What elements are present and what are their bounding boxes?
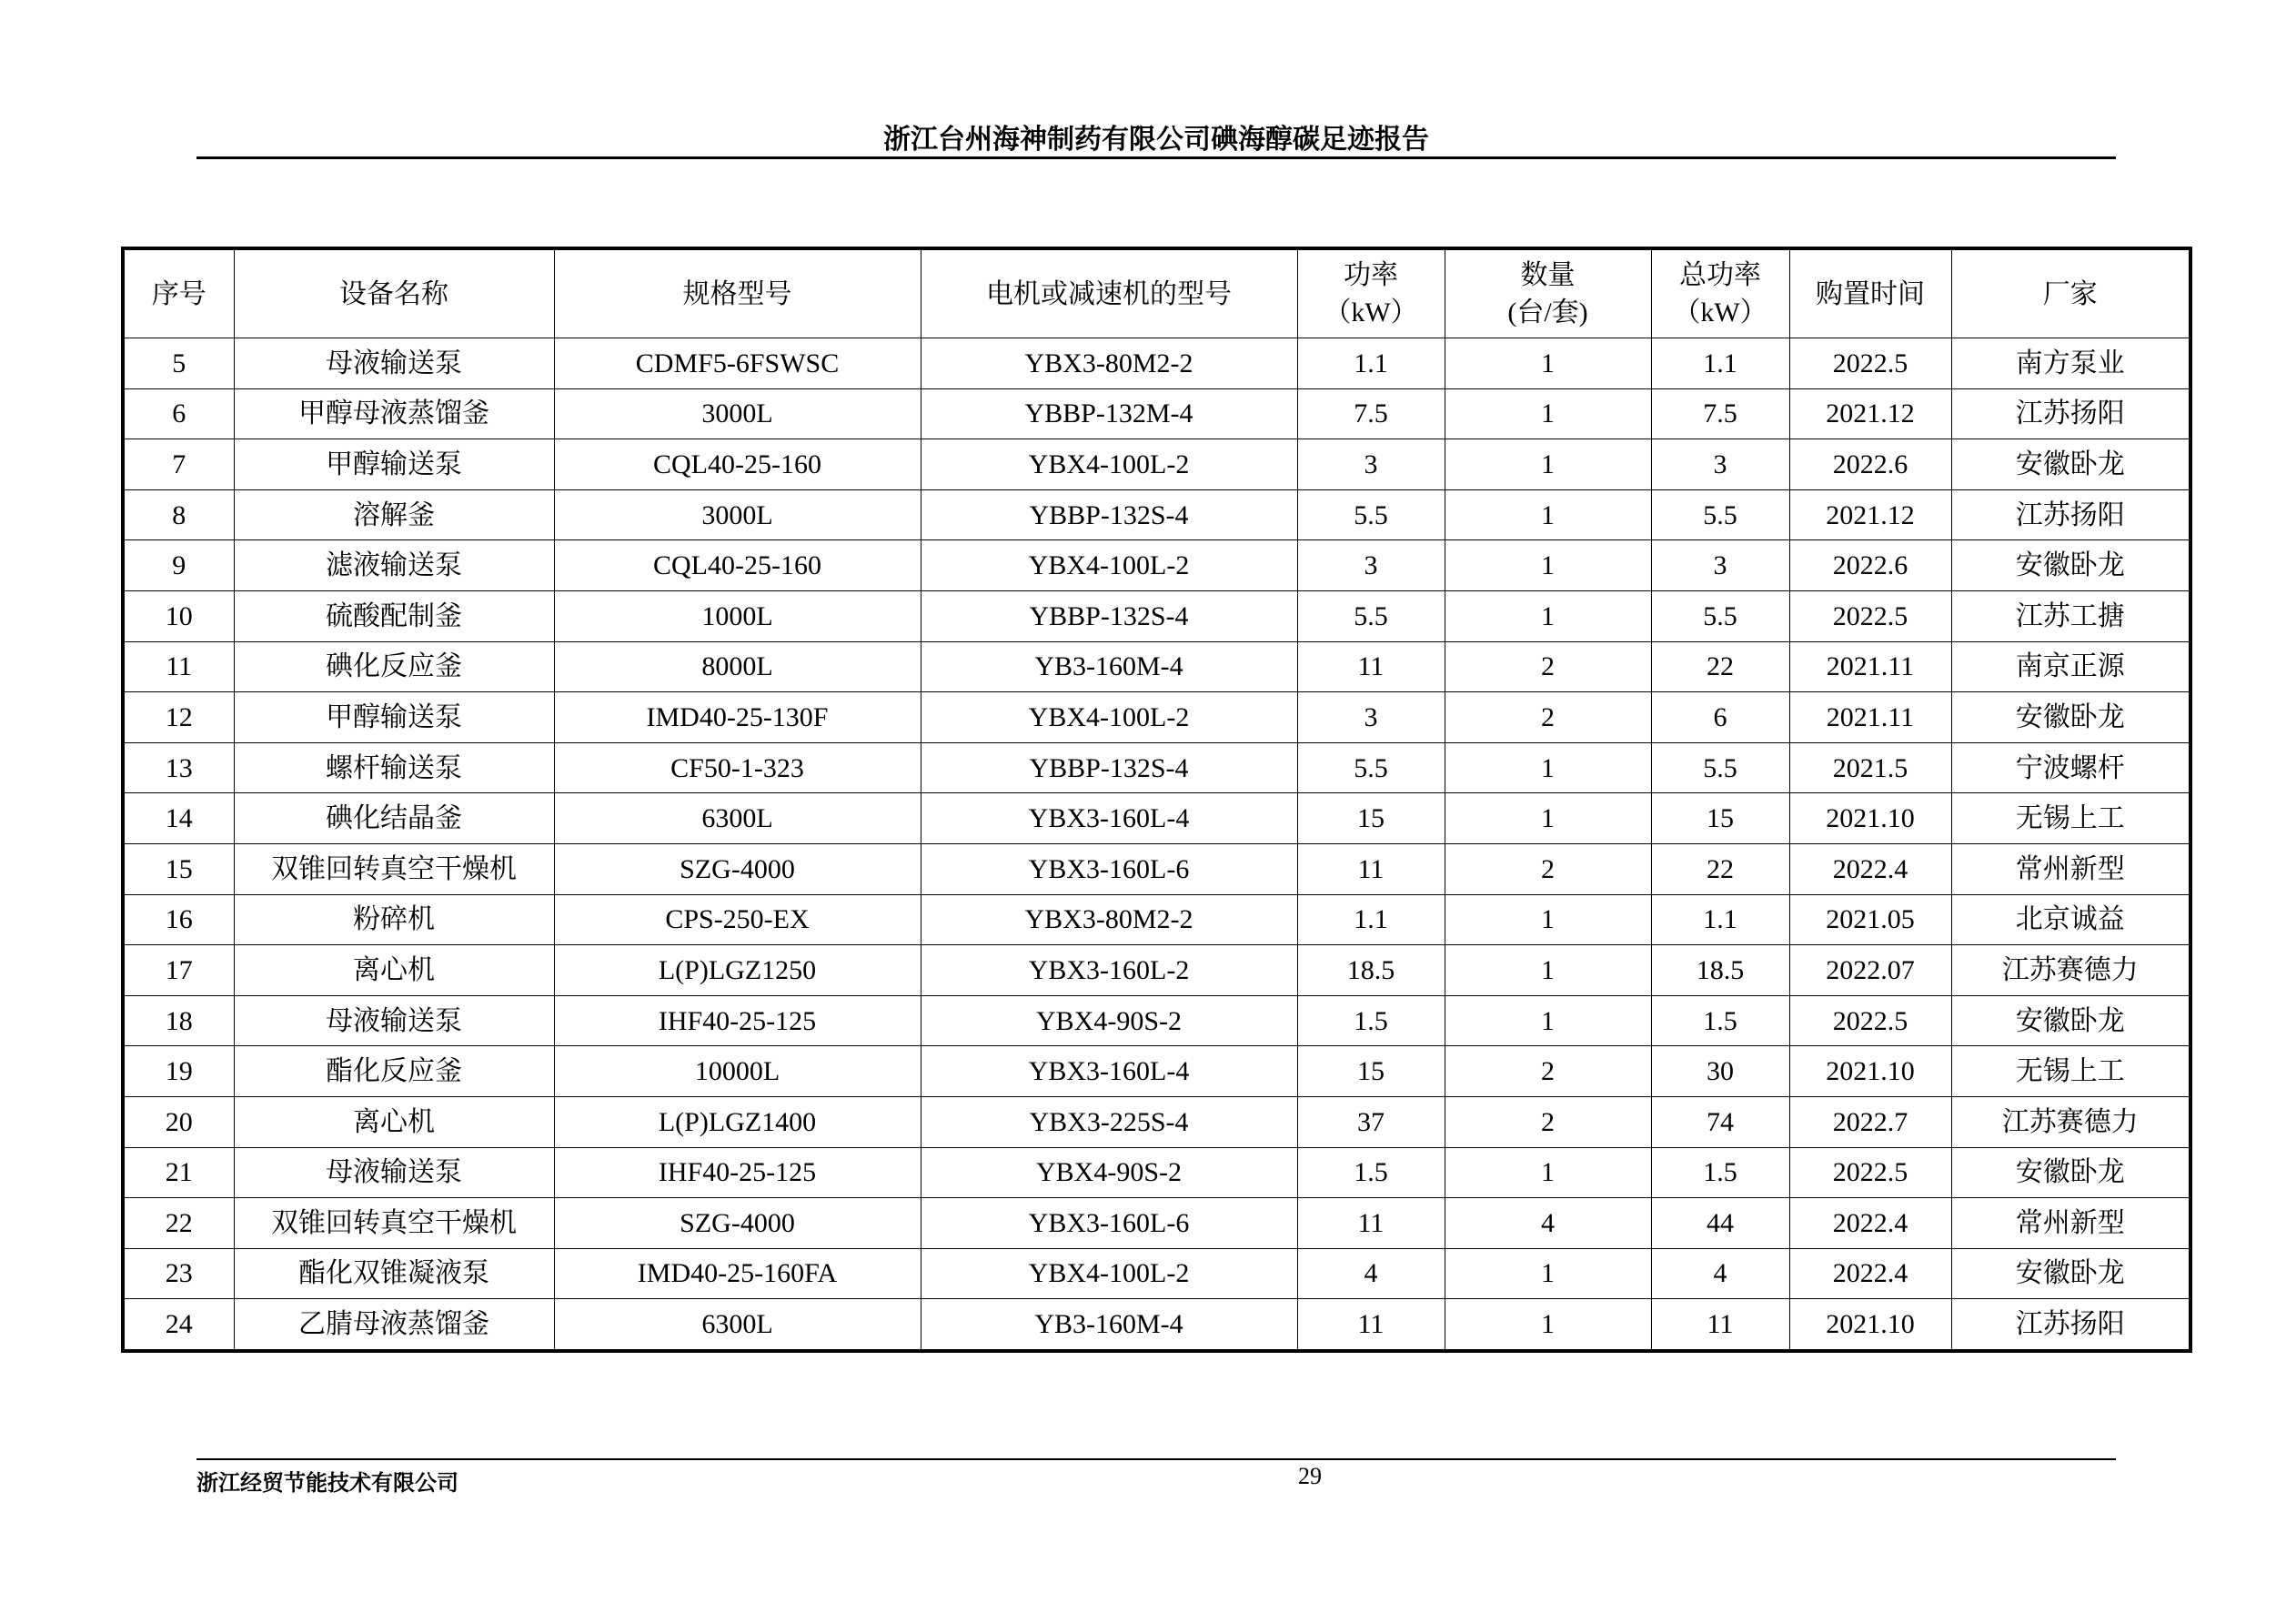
table-cell: 1 (1445, 489, 1651, 540)
column-header-label: 设备名称 (339, 278, 448, 309)
table-cell: 22 (1651, 843, 1789, 894)
table-header-row (123, 248, 2190, 338)
table-row (123, 1046, 2190, 1097)
table-cell: 酯化双锥凝液泵 (234, 1248, 554, 1299)
table-cell: 1000L (554, 590, 921, 641)
table-cell: CDMF5-6FSWSC (554, 338, 921, 389)
column-header-label: 厂家 (2042, 278, 2098, 309)
table-cell: YBX4-90S-2 (921, 1147, 1297, 1198)
table-cell: 1 (1445, 793, 1651, 844)
table-cell: 2 (1445, 843, 1651, 894)
column-header (1789, 248, 1951, 338)
table-row (123, 1147, 2190, 1198)
table-cell: 4 (1297, 1248, 1445, 1299)
table-cell: YBX3-80M2-2 (921, 894, 1297, 945)
table-cell: 5.5 (1297, 590, 1445, 641)
table-cell: 1.1 (1651, 338, 1789, 389)
table-cell: 1 (1445, 1147, 1651, 1198)
table-cell: 19 (123, 1046, 234, 1097)
table-cell: 30 (1651, 1046, 1789, 1097)
table-cell: 11 (1297, 1198, 1445, 1249)
column-header-label: 购置时间 (1816, 278, 1925, 309)
table-row (123, 793, 2190, 844)
table-cell: 10 (123, 590, 234, 641)
table-cell: 溶解釜 (234, 489, 554, 540)
table-cell: CPS-250-EX (554, 894, 921, 945)
column-header-label: 总功率 (1679, 260, 1761, 290)
table-cell: 11 (1297, 843, 1445, 894)
table-cell: 16 (123, 894, 234, 945)
table-cell: 7.5 (1651, 388, 1789, 439)
table-cell: 18.5 (1651, 945, 1789, 996)
table-row (123, 540, 2190, 591)
table-cell: 1.5 (1651, 995, 1789, 1046)
table-row (123, 1248, 2190, 1299)
table-cell: 11 (1297, 1299, 1445, 1351)
table-row (123, 1198, 2190, 1249)
table-cell: YBX4-90S-2 (921, 995, 1297, 1046)
table-cell: 7.5 (1297, 388, 1445, 439)
table-cell: 1.5 (1297, 995, 1445, 1046)
table-row (123, 439, 2190, 490)
column-header-label: 规格型号 (682, 278, 792, 309)
table-cell: YBX3-80M2-2 (921, 338, 1297, 389)
table-cell: 74 (1651, 1096, 1789, 1147)
table-cell: 2021.10 (1789, 793, 1951, 844)
table-cell: 北京诚益 (1951, 894, 2190, 945)
table-cell: 20 (123, 1096, 234, 1147)
table-row (123, 338, 2190, 389)
footer-company-name: 浙江经贸节能技术有限公司 (196, 1470, 458, 1496)
table-cell: 22 (1651, 641, 1789, 692)
table-cell: 甲醇母液蒸馏釜 (234, 388, 554, 439)
table-cell: 母液输送泵 (234, 1147, 554, 1198)
table-cell: 11 (1651, 1299, 1789, 1351)
table-cell: YBX4-100L-2 (921, 1248, 1297, 1299)
table-cell: 2022.6 (1789, 439, 1951, 490)
table-cell: YBBP-132S-4 (921, 590, 1297, 641)
table-cell: 1.5 (1651, 1147, 1789, 1198)
table-cell: 2 (1445, 1096, 1651, 1147)
table-cell: 3000L (554, 489, 921, 540)
table-cell: 常州新型 (1951, 843, 2190, 894)
column-header-label: 电机或减速机的型号 (986, 278, 1232, 309)
table-cell: YBX3-160L-4 (921, 793, 1297, 844)
table-cell: 15 (1651, 793, 1789, 844)
table-cell: YBX3-160L-6 (921, 843, 1297, 894)
table-cell: 螺杆输送泵 (234, 742, 554, 793)
table-cell: 酯化反应釜 (234, 1046, 554, 1097)
column-header-label: 序号 (151, 278, 206, 309)
table-row (123, 995, 2190, 1046)
table-cell: 1 (1445, 1248, 1651, 1299)
table-cell: 2022.4 (1789, 843, 1951, 894)
table-cell: 甲醇输送泵 (234, 692, 554, 743)
table-cell: 15 (123, 843, 234, 894)
table-cell: 2021.05 (1789, 894, 1951, 945)
table-cell: 安徽卧龙 (1951, 540, 2190, 591)
table-cell: 乙腈母液蒸馏釜 (234, 1299, 554, 1351)
table-cell: 安徽卧龙 (1951, 1147, 2190, 1198)
table-cell: 2022.5 (1789, 590, 1951, 641)
table-cell: 1 (1445, 590, 1651, 641)
table-cell: 双锥回转真空干燥机 (234, 1198, 554, 1249)
table-cell: 4 (1651, 1248, 1789, 1299)
table-cell: 18 (123, 995, 234, 1046)
table-cell: 离心机 (234, 945, 554, 996)
table-cell: 1 (1445, 894, 1651, 945)
table-cell: CQL40-25-160 (554, 540, 921, 591)
table-cell: IHF40-25-125 (554, 1147, 921, 1198)
table-cell: 2021.10 (1789, 1299, 1951, 1351)
table-cell: 3 (1651, 540, 1789, 591)
table-cell: 1 (1445, 540, 1651, 591)
table-cell: 硫酸配制釜 (234, 590, 554, 641)
column-header-unit: （kW） (1673, 297, 1767, 328)
table-cell: 2022.7 (1789, 1096, 1951, 1147)
table-cell: CF50-1-323 (554, 742, 921, 793)
table-cell: 23 (123, 1248, 234, 1299)
column-header (1951, 248, 2190, 338)
page-number: 29 (1298, 1463, 1322, 1489)
table-cell: 江苏工搪 (1951, 590, 2190, 641)
table-cell: 离心机 (234, 1096, 554, 1147)
column-header-label: 功率 (1344, 260, 1398, 290)
table-row (123, 692, 2190, 743)
column-header (1445, 248, 1651, 338)
table-cell: 1 (1445, 945, 1651, 996)
table-cell: 1 (1445, 388, 1651, 439)
page-header-title: 浙江台州海神制药有限公司碘海醇碳足迹报告 (883, 124, 1429, 156)
table-cell: 8000L (554, 641, 921, 692)
table-cell: 13 (123, 742, 234, 793)
table-cell: IMD40-25-130F (554, 692, 921, 743)
table-cell: 8 (123, 489, 234, 540)
table-cell: 2022.4 (1789, 1248, 1951, 1299)
table-cell: 2021.12 (1789, 489, 1951, 540)
table-cell: YBBP-132S-4 (921, 742, 1297, 793)
table-cell: 1 (1445, 995, 1651, 1046)
column-header (1651, 248, 1789, 338)
table-cell: YBBP-132S-4 (921, 489, 1297, 540)
table-cell: 碘化结晶釜 (234, 793, 554, 844)
table-cell: 6300L (554, 1299, 921, 1351)
table-cell: 3 (1651, 439, 1789, 490)
table-cell: 14 (123, 793, 234, 844)
table-cell: 1.1 (1651, 894, 1789, 945)
table-cell: 21 (123, 1147, 234, 1198)
table-cell: 15 (1297, 793, 1445, 844)
table-cell: 1 (1445, 1299, 1651, 1351)
table-cell: 3000L (554, 388, 921, 439)
table-cell: YB3-160M-4 (921, 1299, 1297, 1351)
table-cell: IMD40-25-160FA (554, 1248, 921, 1299)
table-cell: 44 (1651, 1198, 1789, 1249)
table-row (123, 489, 2190, 540)
table-cell: 3 (1297, 540, 1445, 591)
column-header (1297, 248, 1445, 338)
table-row (123, 1096, 2190, 1147)
table-cell: 2022.5 (1789, 995, 1951, 1046)
table-cell: 2022.5 (1789, 338, 1951, 389)
table-row (123, 945, 2190, 996)
table-cell: 安徽卧龙 (1951, 995, 2190, 1046)
table-row (123, 894, 2190, 945)
table-cell: 2021.11 (1789, 692, 1951, 743)
table-cell: YBX3-160L-2 (921, 945, 1297, 996)
table-cell: 7 (123, 439, 234, 490)
table-cell: 1 (1445, 439, 1651, 490)
table-row (123, 388, 2190, 439)
table-cell: 2 (1445, 1046, 1651, 1097)
table-cell: YBX3-225S-4 (921, 1096, 1297, 1147)
table-cell: 无锡上工 (1951, 1046, 2190, 1097)
table-cell: 滤液输送泵 (234, 540, 554, 591)
equipment-table (121, 247, 2192, 1353)
table-cell: 南方泵业 (1951, 338, 2190, 389)
table-cell: L(P)LGZ1400 (554, 1096, 921, 1147)
table-cell: 2022.4 (1789, 1198, 1951, 1249)
table-row (123, 590, 2190, 641)
table-cell: 1.5 (1297, 1147, 1445, 1198)
footer-divider (196, 1458, 2116, 1460)
table-cell: 5.5 (1297, 489, 1445, 540)
table-cell: YBBP-132M-4 (921, 388, 1297, 439)
table-cell: 安徽卧龙 (1951, 439, 2190, 490)
table-cell: YBX4-100L-2 (921, 540, 1297, 591)
table-cell: 江苏扬阳 (1951, 489, 2190, 540)
table-cell: 9 (123, 540, 234, 591)
table-cell: 2 (1445, 692, 1651, 743)
table-cell: 安徽卧龙 (1951, 1248, 2190, 1299)
table-cell: 2 (1445, 641, 1651, 692)
table-cell: 江苏扬阳 (1951, 1299, 2190, 1351)
table-cell: 江苏赛德力 (1951, 945, 2190, 996)
table-cell: 4 (1445, 1198, 1651, 1249)
column-header (123, 248, 234, 338)
equipment-table-container (121, 247, 2189, 1353)
table-cell: 11 (123, 641, 234, 692)
table-cell: 5.5 (1651, 742, 1789, 793)
header-divider (196, 156, 2116, 159)
table-cell: 江苏扬阳 (1951, 388, 2190, 439)
table-cell: 5.5 (1651, 590, 1789, 641)
column-header-unit: (台/套) (1507, 297, 1588, 328)
table-cell: 10000L (554, 1046, 921, 1097)
table-cell: YB3-160M-4 (921, 641, 1297, 692)
table-row (123, 1299, 2190, 1351)
table-cell: 22 (123, 1198, 234, 1249)
table-cell: 母液输送泵 (234, 338, 554, 389)
table-cell: 2022.07 (1789, 945, 1951, 996)
table-row (123, 742, 2190, 793)
table-cell: 1.1 (1297, 894, 1445, 945)
table-cell: 18.5 (1297, 945, 1445, 996)
table-cell: 2022.6 (1789, 540, 1951, 591)
table-cell: YBX3-160L-6 (921, 1198, 1297, 1249)
table-cell: 安徽卧龙 (1951, 692, 2190, 743)
table-cell: IHF40-25-125 (554, 995, 921, 1046)
table-cell: 江苏赛德力 (1951, 1096, 2190, 1147)
table-cell: 11 (1297, 641, 1445, 692)
table-body (123, 338, 2190, 1351)
table-cell: 2021.12 (1789, 388, 1951, 439)
table-cell: SZG-4000 (554, 1198, 921, 1249)
table-cell: YBX4-100L-2 (921, 692, 1297, 743)
table-cell: 6 (123, 388, 234, 439)
column-header (554, 248, 921, 338)
table-cell: CQL40-25-160 (554, 439, 921, 490)
table-cell: 5 (123, 338, 234, 389)
table-cell: 37 (1297, 1096, 1445, 1147)
table-cell: 5.5 (1297, 742, 1445, 793)
table-row (123, 641, 2190, 692)
table-cell: 甲醇输送泵 (234, 439, 554, 490)
table-cell: 24 (123, 1299, 234, 1351)
table-row (123, 843, 2190, 894)
table-cell: 母液输送泵 (234, 995, 554, 1046)
column-header (234, 248, 554, 338)
column-header (921, 248, 1297, 338)
table-cell: 宁波螺杆 (1951, 742, 2190, 793)
table-cell: YBX4-100L-2 (921, 439, 1297, 490)
table-cell: 双锥回转真空干燥机 (234, 843, 554, 894)
column-header-label: 数量 (1520, 260, 1576, 290)
table-cell: 2021.10 (1789, 1046, 1951, 1097)
table-cell: 6 (1651, 692, 1789, 743)
table-cell: 2021.11 (1789, 641, 1951, 692)
table-cell: 1 (1445, 742, 1651, 793)
table-cell: 3 (1297, 439, 1445, 490)
table-cell: 17 (123, 945, 234, 996)
table-cell: SZG-4000 (554, 843, 921, 894)
table-cell: 无锡上工 (1951, 793, 2190, 844)
table-cell: 2021.5 (1789, 742, 1951, 793)
table-cell: 粉碎机 (234, 894, 554, 945)
column-header-unit: （kW） (1324, 297, 1418, 328)
table-cell: 6300L (554, 793, 921, 844)
table-cell: 3 (1297, 692, 1445, 743)
table-cell: 常州新型 (1951, 1198, 2190, 1249)
table-cell: YBX3-160L-4 (921, 1046, 1297, 1097)
table-cell: 1.1 (1297, 338, 1445, 389)
table-cell: 碘化反应釜 (234, 641, 554, 692)
table-cell: L(P)LGZ1250 (554, 945, 921, 996)
table-cell: 15 (1297, 1046, 1445, 1097)
table-cell: 南京正源 (1951, 641, 2190, 692)
table-cell: 2022.5 (1789, 1147, 1951, 1198)
table-cell: 12 (123, 692, 234, 743)
table-cell: 1 (1445, 338, 1651, 389)
table-cell: 5.5 (1651, 489, 1789, 540)
